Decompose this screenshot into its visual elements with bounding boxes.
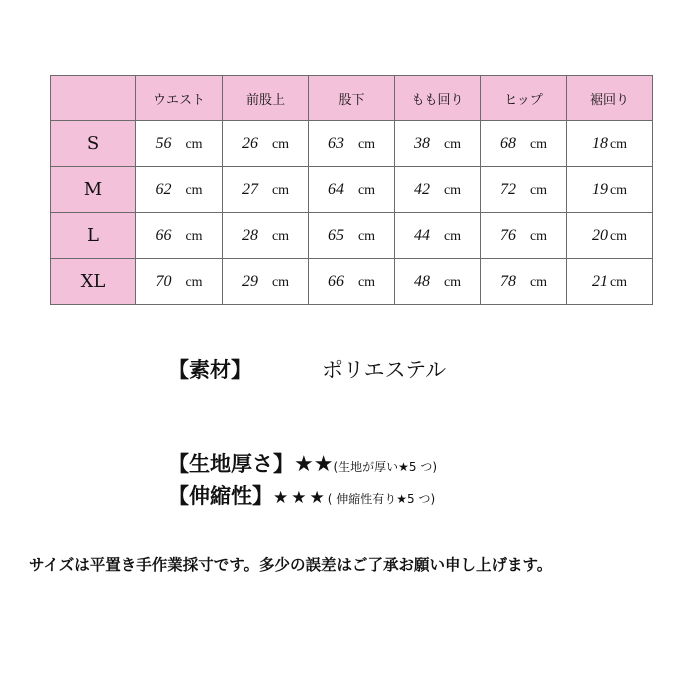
value-cell xyxy=(567,259,653,305)
value-cell xyxy=(395,259,481,305)
stretch-row xyxy=(168,480,435,510)
thickness-note: (生地が厚い★5 つ) xyxy=(333,460,438,474)
unit-label: cm xyxy=(609,136,628,152)
thickness-row xyxy=(168,448,437,478)
value-cell xyxy=(136,213,223,259)
value-number: 44 xyxy=(413,226,430,244)
value-cell xyxy=(567,121,653,167)
table-header-row xyxy=(51,76,653,121)
value-number: 62 xyxy=(155,180,172,198)
value-number: 18 xyxy=(591,134,608,152)
value-number: 28 xyxy=(241,226,258,244)
unit-label: cm xyxy=(271,274,290,290)
unit-label: cm xyxy=(529,182,548,198)
unit-label: cm xyxy=(609,274,628,290)
unit-label: cm xyxy=(357,136,376,152)
value-cell xyxy=(223,213,309,259)
value-number: 56 xyxy=(155,134,172,152)
value-cell xyxy=(223,167,309,213)
value-cell xyxy=(136,259,223,305)
table-row xyxy=(51,121,653,167)
unit-label: cm xyxy=(443,136,462,152)
value-number: 29 xyxy=(241,272,258,290)
value-number: 27 xyxy=(241,180,258,198)
table-corner-cell xyxy=(51,76,136,121)
unit-label: cm xyxy=(271,182,290,198)
value-number: 21 xyxy=(591,272,608,290)
value-cell xyxy=(567,213,653,259)
size-label: S xyxy=(51,121,136,167)
value-number: 78 xyxy=(499,272,516,290)
value-number: 66 xyxy=(327,272,344,290)
value-number: 20 xyxy=(591,226,608,244)
size-table xyxy=(50,75,653,305)
stretch-label: 【伸縮性】 xyxy=(168,484,273,508)
value-number: 63 xyxy=(327,134,344,152)
value-number: 66 xyxy=(155,226,172,244)
unit-label: cm xyxy=(185,228,203,244)
thickness-stars: ★★ xyxy=(294,452,334,477)
value-cell xyxy=(309,213,395,259)
unit-label: cm xyxy=(443,274,462,290)
thickness-label: 【生地厚さ】 xyxy=(168,452,294,476)
measurement-note: サイズは平置き手作業採寸です。多少の誤差はご了承お願い申し上げます。 xyxy=(29,556,553,574)
value-number: 48 xyxy=(413,272,430,290)
value-number: 72 xyxy=(499,180,516,198)
size-label: L xyxy=(51,213,136,259)
unit-label: cm xyxy=(443,228,462,244)
value-number: 76 xyxy=(499,226,516,244)
value-number: 38 xyxy=(413,134,430,152)
value-number: 19 xyxy=(591,180,608,198)
unit-label: cm xyxy=(357,182,376,198)
stretch-note: ( 伸縮性有り★5 つ) xyxy=(327,492,436,506)
value-number: 64 xyxy=(327,180,344,198)
size-label: M xyxy=(51,167,136,213)
unit-label: cm xyxy=(529,136,548,152)
value-cell xyxy=(223,259,309,305)
value-cell xyxy=(395,213,481,259)
value-number: 70 xyxy=(155,272,172,290)
value-cell xyxy=(136,167,223,213)
unit-label: cm xyxy=(185,274,203,290)
unit-label: cm xyxy=(609,228,628,244)
stretch-stars: ★★★ xyxy=(273,488,328,508)
value-cell xyxy=(309,121,395,167)
unit-label: cm xyxy=(443,182,462,198)
unit-label: cm xyxy=(609,182,628,198)
header-inseam: 股下 xyxy=(309,76,395,121)
unit-label: cm xyxy=(271,136,290,152)
value-number: 65 xyxy=(327,226,344,244)
unit-label: cm xyxy=(357,274,376,290)
table-row xyxy=(51,259,653,305)
value-cell xyxy=(567,167,653,213)
material-label: 【素材】 xyxy=(168,358,252,382)
value-cell xyxy=(395,121,481,167)
unit-label: cm xyxy=(357,228,376,244)
table-row xyxy=(51,213,653,259)
header-hem: 裾回り xyxy=(567,76,653,121)
value-cell xyxy=(223,121,309,167)
value-cell xyxy=(309,259,395,305)
value-cell xyxy=(309,167,395,213)
unit-label: cm xyxy=(185,136,203,152)
unit-label: cm xyxy=(185,182,203,198)
size-label: XL xyxy=(51,259,136,305)
unit-label: cm xyxy=(529,228,548,244)
unit-label: cm xyxy=(271,228,290,244)
header-hip: ヒップ xyxy=(481,76,567,121)
value-cell xyxy=(481,259,567,305)
value-number: 42 xyxy=(413,180,430,198)
value-cell xyxy=(481,167,567,213)
value-number: 68 xyxy=(499,134,516,152)
header-waist: ウエスト xyxy=(136,76,223,121)
material-value: ポリエステル xyxy=(322,358,447,382)
unit-label: cm xyxy=(529,274,548,290)
header-thigh: もも回り xyxy=(395,76,481,121)
header-front-rise: 前股上 xyxy=(223,76,309,121)
value-cell xyxy=(136,121,223,167)
value-cell xyxy=(481,213,567,259)
value-number: 26 xyxy=(241,134,258,152)
value-cell xyxy=(395,167,481,213)
value-cell xyxy=(481,121,567,167)
table-row xyxy=(51,167,653,213)
